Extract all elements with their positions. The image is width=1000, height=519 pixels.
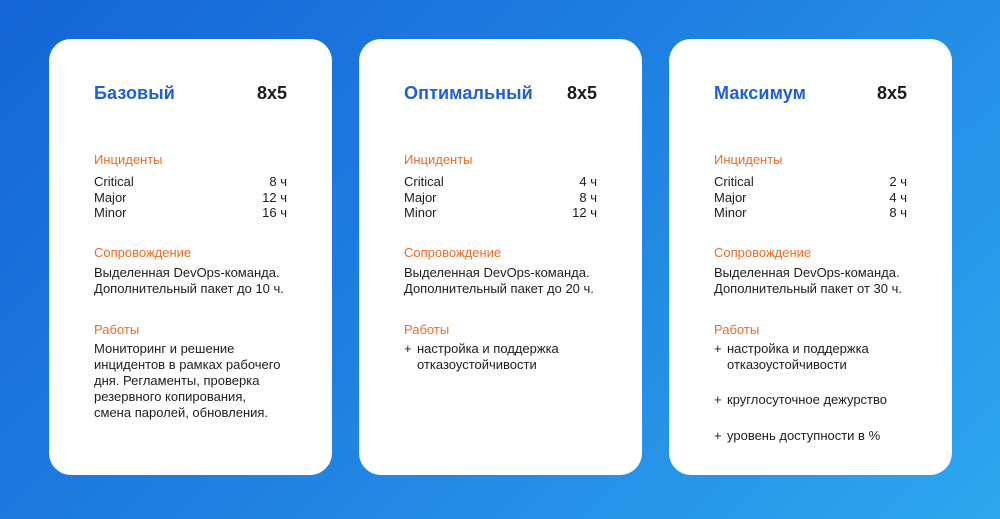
incident-time: 8 ч — [269, 174, 287, 189]
card-header — [94, 83, 287, 104]
incident-level: Major — [714, 189, 747, 205]
support-label: Сопровождение — [94, 245, 192, 260]
plan-card-basic — [49, 39, 332, 475]
card-header — [714, 83, 907, 104]
works-line: дня. Регламенты, проверка — [94, 373, 260, 388]
plan-title: Максимум — [714, 83, 807, 103]
works-description — [94, 341, 297, 421]
incident-level: Minor — [94, 205, 127, 220]
works-list — [404, 341, 612, 372]
incident-row-major — [714, 190, 907, 206]
support-line: Дополнительный пакет до 10 ч. — [94, 281, 284, 296]
works-list-item — [404, 341, 612, 372]
works-item-text: уровень доступности в % — [727, 427, 881, 443]
support-description — [94, 265, 294, 297]
incident-row-major — [404, 190, 597, 206]
works-list-item — [714, 341, 922, 372]
support-line: Дополнительный пакет до 20 ч. — [404, 281, 594, 296]
works-label: Работы — [404, 322, 450, 337]
works-item-text: настройка и поддержка отказоустойчивости — [727, 341, 869, 372]
incident-time: 2 ч — [889, 174, 907, 189]
plan-title: Базовый — [94, 83, 175, 103]
incident-row-minor — [404, 205, 597, 221]
incident-row-critical — [94, 174, 287, 190]
plus-icon: + — [714, 427, 722, 443]
incident-row-critical — [404, 174, 597, 190]
support-line: Выделенная DevOps-команда. — [404, 265, 590, 280]
incident-time: 4 ч — [579, 174, 597, 189]
incident-level: Minor — [714, 205, 747, 220]
incident-time: 12 ч — [572, 205, 597, 220]
incident-level: Critical — [714, 174, 754, 189]
plus-icon: + — [714, 341, 722, 356]
support-line: Дополнительный пакет от 30 ч. — [714, 281, 902, 296]
plus-icon: + — [714, 392, 722, 407]
works-line: смена паролей, обновления. — [94, 405, 269, 420]
incidents-label: Инциденты — [94, 152, 163, 167]
incident-time: 8 ч — [889, 205, 907, 220]
plan-card-maximum — [669, 39, 952, 475]
works-line: резервного копирования, — [94, 389, 246, 404]
incident-row-critical — [714, 174, 907, 190]
incident-level: Critical — [404, 174, 444, 189]
plan-schedule: 8x5 — [876, 83, 907, 103]
incident-time: 4 ч — [889, 189, 907, 205]
plus-icon: + — [404, 341, 412, 356]
incident-row-minor — [714, 205, 907, 221]
incidents-table — [404, 174, 597, 221]
card-header — [404, 83, 597, 104]
incidents-label: Инциденты — [714, 152, 783, 167]
works-list — [714, 341, 922, 443]
support-line: Выделенная DevOps-команда. — [94, 265, 280, 280]
incident-row-major — [94, 190, 287, 206]
support-label: Сопровождение — [404, 245, 502, 260]
incident-level: Critical — [94, 174, 134, 189]
works-label: Работы — [714, 322, 760, 337]
works-list-item — [714, 392, 922, 408]
plan-schedule: 8x5 — [256, 83, 287, 103]
incident-time: 12 ч — [262, 189, 287, 205]
incident-level: Major — [94, 189, 127, 205]
incident-level: Minor — [404, 205, 437, 220]
works-item-text: круглосуточное дежурство — [727, 392, 888, 407]
incidents-table — [94, 174, 287, 221]
incident-row-minor — [94, 205, 287, 221]
plan-schedule: 8x5 — [566, 83, 597, 103]
incidents-table — [714, 174, 907, 221]
incident-time: 8 ч — [579, 189, 597, 205]
works-list-item — [714, 428, 922, 444]
incident-time: 16 ч — [262, 205, 287, 220]
incident-level: Major — [404, 189, 437, 205]
support-label: Сопровождение — [714, 245, 812, 260]
support-description — [714, 265, 914, 297]
plan-card-optimal — [359, 39, 642, 475]
works-item-text: настройка и поддержка отказоустойчивости — [417, 341, 559, 372]
support-description — [404, 265, 604, 297]
works-line: инцидентов в рамках рабочего — [94, 357, 281, 372]
works-line: Мониторинг и решение — [94, 341, 235, 356]
support-line: Выделенная DevOps-команда. — [714, 265, 900, 280]
works-label: Работы — [94, 322, 140, 337]
incidents-label: Инциденты — [404, 152, 473, 167]
plan-title: Оптимальный — [404, 83, 533, 103]
